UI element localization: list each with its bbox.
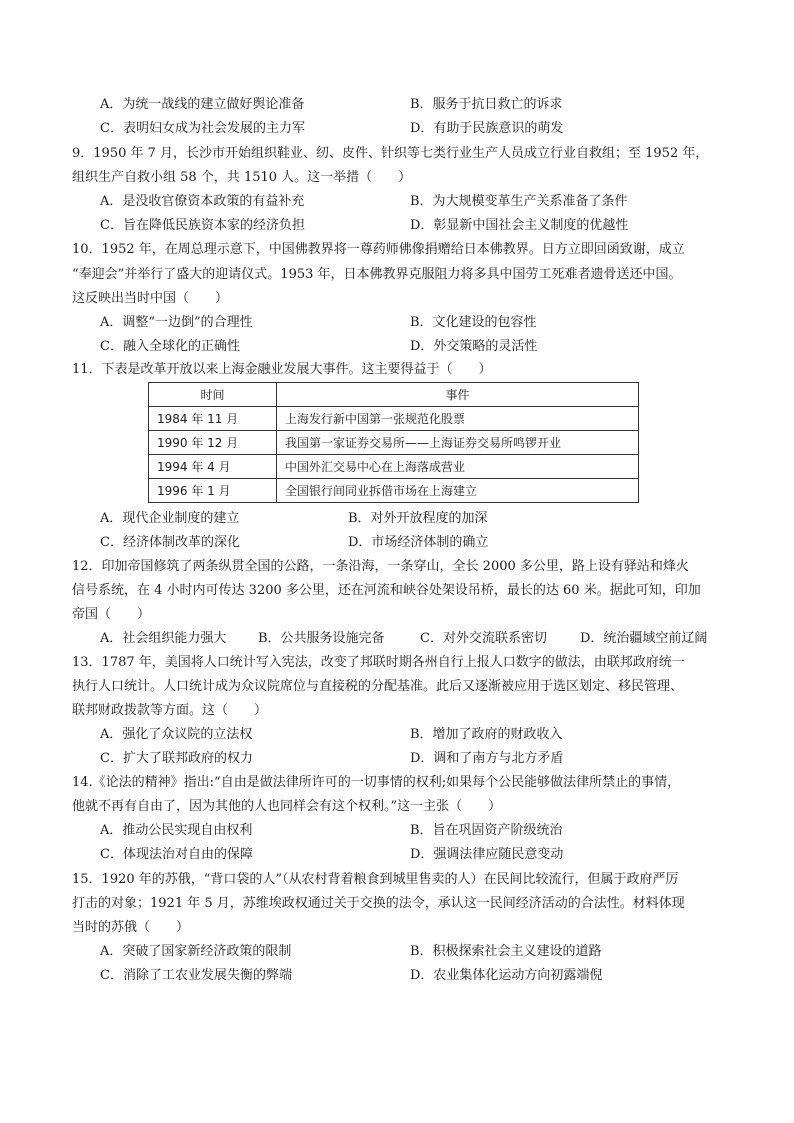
q13-option-a: A．强化了众议院的立法权: [100, 727, 253, 742]
table-row: [149, 431, 639, 455]
table-header-row: [149, 383, 639, 407]
q15-option-a: A．突破了国家新经济政策的限制: [100, 944, 292, 959]
table-cell-event: 全国银行间同业拆借市场在上海建立: [277, 479, 639, 503]
table-row: [149, 479, 639, 503]
q15-option-b: B．积极探索社会主义建设的道路: [410, 944, 602, 959]
table-cell-time: 1990 年 12 月: [149, 431, 277, 455]
table-header-event: 事件: [277, 383, 639, 407]
q15-stem-line-1: 15．1920 年的苏俄，“背口袋的人”（从农村背着粮食到城里售卖的人）在民间比较流行，但属于政府严厉: [72, 872, 679, 887]
table-cell-time: 1984 年 11 月: [149, 407, 277, 431]
q10-option-d: D．外交策略的灵活性: [410, 339, 538, 354]
q12-stem-line-2: 信号系统，在 4 小时内可传达 3200 多公里，还在河流和峡谷处架设吊桥，最长的达 60 米。据此可知，印加: [72, 583, 701, 598]
q12-option-d: D．统治疆域空前辽阔: [580, 631, 708, 646]
q11-stem-line-1: 11．下表是改革开放以来上海金融业发展大事件。这主要得益于（ ）: [72, 362, 492, 377]
q13-option-b: B．增加了政府的财政收入: [410, 727, 563, 742]
q10-stem-line-1: 10．1952 年，在周总理示意下，中国佛教界将一尊药师佛像捐赠给日本佛教界。日方立即回函致谢，成立: [72, 242, 685, 257]
q12-option-a: A．社会组织能力强大: [100, 631, 227, 646]
q10-option-a: A．调整“一边倒”的合理性: [100, 315, 253, 330]
q11-option-c: C．经济体制改革的深化: [100, 535, 240, 550]
q10-option-b: B．文化建设的包容性: [410, 315, 537, 330]
q10-stem-line-3: 这反映出当时中国（ ）: [72, 291, 229, 306]
q8-option-c: C．表明妇女成为社会发展的主力军: [100, 121, 305, 136]
q11-option-b: B．对外开放程度的加深: [348, 511, 488, 526]
q10-option-c: C．融入全球化的正确性: [100, 339, 240, 354]
table-cell-event: 上海发行新中国第一张规范化股票: [277, 407, 639, 431]
q10-stem-line-2: “奉迎会”并举行了盛大的迎请仪式。1953 年，日本佛教界克服阻力将多具中国劳工死难者遗骨送还中国。: [72, 267, 682, 282]
q15-option-d: D．农业集体化运动方向初露端倪: [410, 968, 603, 983]
table-cell-time: 1996 年 1 月: [149, 479, 277, 503]
table-row: [149, 455, 639, 479]
q15-option-c: C．消除了工农业发展失衡的弊端: [100, 968, 292, 983]
q9-stem-line-2: 组织生产自救小组 58 个，共 1510 人。这一举措（ ）: [72, 170, 412, 185]
q8-option-a: A．为统一战线的建立做好舆论准备: [100, 97, 305, 112]
q11-option-a: A．现代企业制度的建立: [100, 511, 240, 526]
q9-option-a: A．是没收官僚资本政策的有益补充: [100, 194, 305, 209]
q15-stem-line-2: 打击的对象；1921 年 5 月，苏维埃政权通过关于交换的法令，承认这一民间经济活动的合法性。材料体现: [72, 896, 685, 911]
q14-stem-line-2: 他就不再有自由了，因为其他的人也同样会有这个权利。”这一主张（ ）: [72, 799, 502, 814]
q13-stem-line-1: 13．1787 年，美国将人口统计写入宪法，改变了邦联时期各州自行上报人口数字的做法，由联邦政府统一: [72, 655, 685, 670]
q14-option-d: D．强调法律应随民意变动: [410, 847, 564, 862]
q12-stem-line-1: 12．印加帝国修筑了两条纵贯全国的公路，一条沿海，一条穿山，全长 2000 多公里，路上设有驿站和烽火: [72, 559, 689, 574]
q13-option-c: C．扩大了联邦政府的权力: [100, 751, 253, 766]
q9-option-c: C．旨在降低民族资本家的经济负担: [100, 218, 305, 233]
q12-stem-line-3: 帝国（ ）: [72, 607, 151, 622]
q13-stem-line-2: 执行人口统计。人口统计成为众议院席位与直接税的分配基准。此后又逐渐被应用于选区划定、移民管理、: [72, 679, 684, 694]
q14-stem-line-1: 14.《论法的精神》指出:“自由是做法律所许可的一切事情的权利;如果每个公民能够做法律所禁止的事情，: [72, 775, 681, 790]
q9-option-b: B．为大规模变革生产关系准备了条件: [410, 194, 628, 209]
q12-option-b: B．公共服务设施完备: [258, 631, 385, 646]
q14-option-c: C．体现法治对自由的保障: [100, 847, 253, 862]
q8-option-b: B．服务于抗日救亡的诉求: [410, 97, 563, 112]
q15-stem-line-3: 当时的苏俄（ ）: [72, 920, 190, 935]
q11-option-d: D．市场经济体制的确立: [348, 535, 489, 550]
q13-option-d: D．调和了南方与北方矛盾: [410, 751, 564, 766]
q13-stem-line-3: 联邦财政拨款等方面。这（ ）: [72, 703, 268, 718]
table-header-time: 时间: [149, 383, 277, 407]
q9-option-d: D．彰显新中国社会主义制度的优越性: [410, 218, 629, 233]
table-row: [149, 407, 639, 431]
table-cell-time: 1994 年 4 月: [149, 455, 277, 479]
table-cell-event: 我国第一家证券交易所——上海证券交易所鸣锣开业: [277, 431, 639, 455]
q12-option-c: C．对外交流联系密切: [420, 631, 547, 646]
events-table: [148, 382, 639, 503]
q14-option-b: B．旨在巩固资产阶级统治: [410, 823, 563, 838]
q14-option-a: A．推动公民实现自由权利: [100, 823, 253, 838]
q9-stem-line-1: 9．1950 年 7 月，长沙市开始组织鞋业、纫、皮件、针织等七类行业生产人员成立行业自救组；至 1952 年，: [72, 146, 709, 161]
table-cell-event: 中国外汇交易中心在上海落成营业: [277, 455, 639, 479]
q8-option-d: D．有助于民族意识的萌发: [410, 121, 564, 136]
